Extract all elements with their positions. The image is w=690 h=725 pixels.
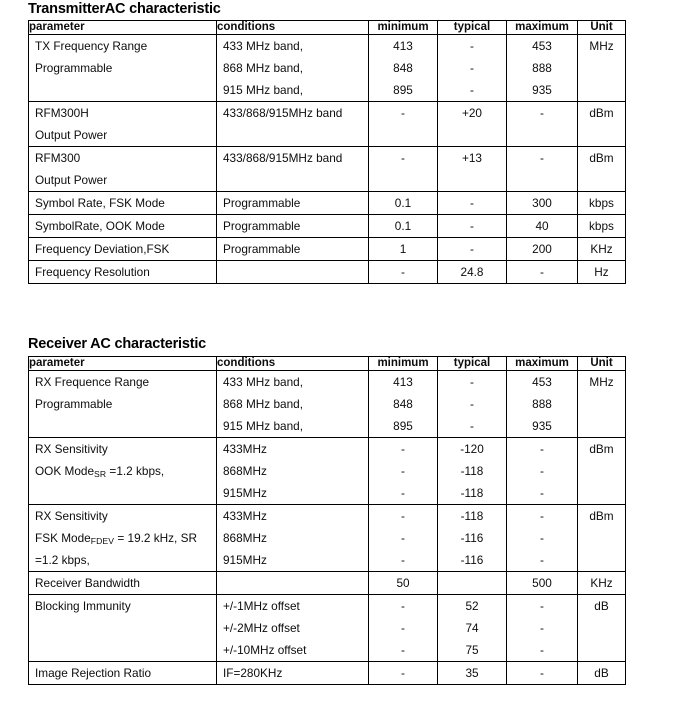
- column-header-typical: typical: [438, 357, 507, 371]
- table-row: [29, 595, 626, 662]
- cell-unit: dB: [578, 662, 626, 685]
- table-row: [29, 147, 626, 192]
- cell-minimum: - - -: [369, 438, 438, 505]
- cell-typical: - - -: [438, 35, 507, 102]
- cell-conditions: 433MHz 868MHz 915MHz: [217, 438, 369, 505]
- cell-minimum: 1: [369, 238, 438, 261]
- cell-unit: dBm: [578, 438, 626, 505]
- cell-unit: dBm: [578, 505, 626, 572]
- cell-parameter: Receiver Bandwidth: [29, 572, 217, 595]
- cell-maximum: 453 888 935: [507, 35, 578, 102]
- cell-parameter: Frequency Deviation,FSK: [29, 238, 217, 261]
- cell-typical: -: [438, 192, 507, 215]
- receiver-section: [28, 336, 690, 685]
- cell-minimum: 0.1: [369, 192, 438, 215]
- cell-maximum: -: [507, 662, 578, 685]
- cell-conditions: IF=280KHz: [217, 662, 369, 685]
- cell-minimum: - - -: [369, 595, 438, 662]
- cell-parameter: Blocking Immunity: [29, 595, 217, 662]
- cell-maximum: -: [507, 147, 578, 192]
- cell-minimum: -: [369, 662, 438, 685]
- transmitter-spec-table: [28, 20, 626, 284]
- cell-conditions: 433MHz 868MHz 915MHz: [217, 505, 369, 572]
- cell-minimum: 413 848 895: [369, 35, 438, 102]
- cell-conditions: 433 MHz band, 868 MHz band, 915 MHz band,: [217, 35, 369, 102]
- column-header-conditions: conditions: [217, 357, 369, 371]
- column-header-maximum: maximum: [507, 357, 578, 371]
- table-row-group: [29, 147, 626, 192]
- table-row-group: [29, 215, 626, 238]
- table-row: [29, 192, 626, 215]
- table-row: [29, 102, 626, 147]
- cell-minimum: -: [369, 102, 438, 147]
- cell-typical: 35: [438, 662, 507, 685]
- cell-conditions: +/-1MHz offset +/-2MHz offset +/-10MHz offset: [217, 595, 369, 662]
- table-row-group: [29, 595, 626, 662]
- cell-parameter: Image Rejection Ratio: [29, 662, 217, 685]
- cell-conditions: Programmable: [217, 192, 369, 215]
- table-row-group: [29, 662, 626, 685]
- table-row-group: [29, 438, 626, 505]
- cell-typical: -: [438, 238, 507, 261]
- cell-conditions: 433/868/915MHz band: [217, 102, 369, 147]
- cell-typical: -118 -116 -116: [438, 505, 507, 572]
- column-header-unit: Unit: [578, 357, 626, 371]
- table-row-group: [29, 572, 626, 595]
- header-row: [29, 21, 626, 35]
- cell-parameter: TX Frequency Range Programmable: [29, 35, 217, 102]
- table-header: [29, 21, 626, 35]
- cell-conditions: 433/868/915MHz band: [217, 147, 369, 192]
- column-header-parameter: parameter: [29, 21, 217, 35]
- table-row: [29, 438, 626, 505]
- cell-unit: dBm: [578, 102, 626, 147]
- cell-parameter: RFM300H Output Power: [29, 102, 217, 147]
- cell-parameter: Frequency Resolution: [29, 261, 217, 284]
- cell-conditions: Programmable: [217, 215, 369, 238]
- cell-typical: [438, 572, 507, 595]
- cell-unit: KHz: [578, 572, 626, 595]
- cell-unit: kbps: [578, 215, 626, 238]
- cell-minimum: 413 848 895: [369, 371, 438, 438]
- header-row: [29, 357, 626, 371]
- cell-unit: dBm: [578, 147, 626, 192]
- table-row-group: [29, 261, 626, 284]
- table-row-group: [29, 371, 626, 438]
- cell-minimum: 0.1: [369, 215, 438, 238]
- column-header-typical: typical: [438, 21, 507, 35]
- cell-typical: +13: [438, 147, 507, 192]
- cell-maximum: 200: [507, 238, 578, 261]
- cell-typical: +20: [438, 102, 507, 147]
- receiver-section-title: Receiver AC characteristic: [28, 336, 207, 352]
- cell-maximum: 453 888 935: [507, 371, 578, 438]
- cell-minimum: -: [369, 147, 438, 192]
- column-header-parameter: parameter: [29, 357, 217, 371]
- cell-minimum: -: [369, 261, 438, 284]
- cell-parameter: Symbol Rate, FSK Mode: [29, 192, 217, 215]
- cell-unit: KHz: [578, 238, 626, 261]
- column-header-minimum: minimum: [369, 357, 438, 371]
- cell-unit: kbps: [578, 192, 626, 215]
- cell-unit: MHz: [578, 371, 626, 438]
- table-row: [29, 662, 626, 685]
- cell-unit: MHz: [578, 35, 626, 102]
- table-row-group: [29, 192, 626, 215]
- cell-maximum: - - -: [507, 595, 578, 662]
- table-header: [29, 357, 626, 371]
- cell-typical: 24.8: [438, 261, 507, 284]
- column-header-unit: Unit: [578, 21, 626, 35]
- table-row: [29, 35, 626, 102]
- column-header-maximum: maximum: [507, 21, 578, 35]
- cell-typical: -: [438, 215, 507, 238]
- cell-parameter: RX Frequence Range Programmable: [29, 371, 217, 438]
- table-row-group: [29, 505, 626, 572]
- cell-parameter: RX Sensitivity FSK ModeFDEV = 19.2 kHz, SR =1.2 kbps,: [29, 505, 217, 572]
- table-row-group: [29, 102, 626, 147]
- table-row: [29, 572, 626, 595]
- cell-maximum: -: [507, 261, 578, 284]
- table-row: [29, 261, 626, 284]
- cell-conditions: [217, 572, 369, 595]
- cell-maximum: -: [507, 102, 578, 147]
- transmitter-section: [28, 0, 690, 284]
- cell-typical: -120 -118 -118: [438, 438, 507, 505]
- cell-maximum: - - -: [507, 438, 578, 505]
- receiver-spec-table: [28, 356, 626, 685]
- cell-maximum: 300: [507, 192, 578, 215]
- cell-maximum: - - -: [507, 505, 578, 572]
- cell-conditions: [217, 261, 369, 284]
- transmitter-section-title: TransmitterAC characteristic: [28, 1, 221, 17]
- cell-minimum: - - -: [369, 505, 438, 572]
- cell-typical: 52 74 75: [438, 595, 507, 662]
- cell-typical: - - -: [438, 371, 507, 438]
- cell-minimum: 50: [369, 572, 438, 595]
- column-header-conditions: conditions: [217, 21, 369, 35]
- table-row: [29, 505, 626, 572]
- cell-conditions: 433 MHz band, 868 MHz band, 915 MHz band,: [217, 371, 369, 438]
- table-row: [29, 215, 626, 238]
- cell-maximum: 40: [507, 215, 578, 238]
- cell-unit: dB: [578, 595, 626, 662]
- cell-parameter: SymbolRate, OOK Mode: [29, 215, 217, 238]
- cell-parameter: RFM300 Output Power: [29, 147, 217, 192]
- table-row-group: [29, 35, 626, 102]
- table-row-group: [29, 238, 626, 261]
- column-header-minimum: minimum: [369, 21, 438, 35]
- cell-conditions: Programmable: [217, 238, 369, 261]
- table-row: [29, 371, 626, 438]
- table-row: [29, 238, 626, 261]
- cell-unit: Hz: [578, 261, 626, 284]
- cell-maximum: 500: [507, 572, 578, 595]
- cell-parameter: RX Sensitivity OOK ModeSR =1.2 kbps,: [29, 438, 217, 505]
